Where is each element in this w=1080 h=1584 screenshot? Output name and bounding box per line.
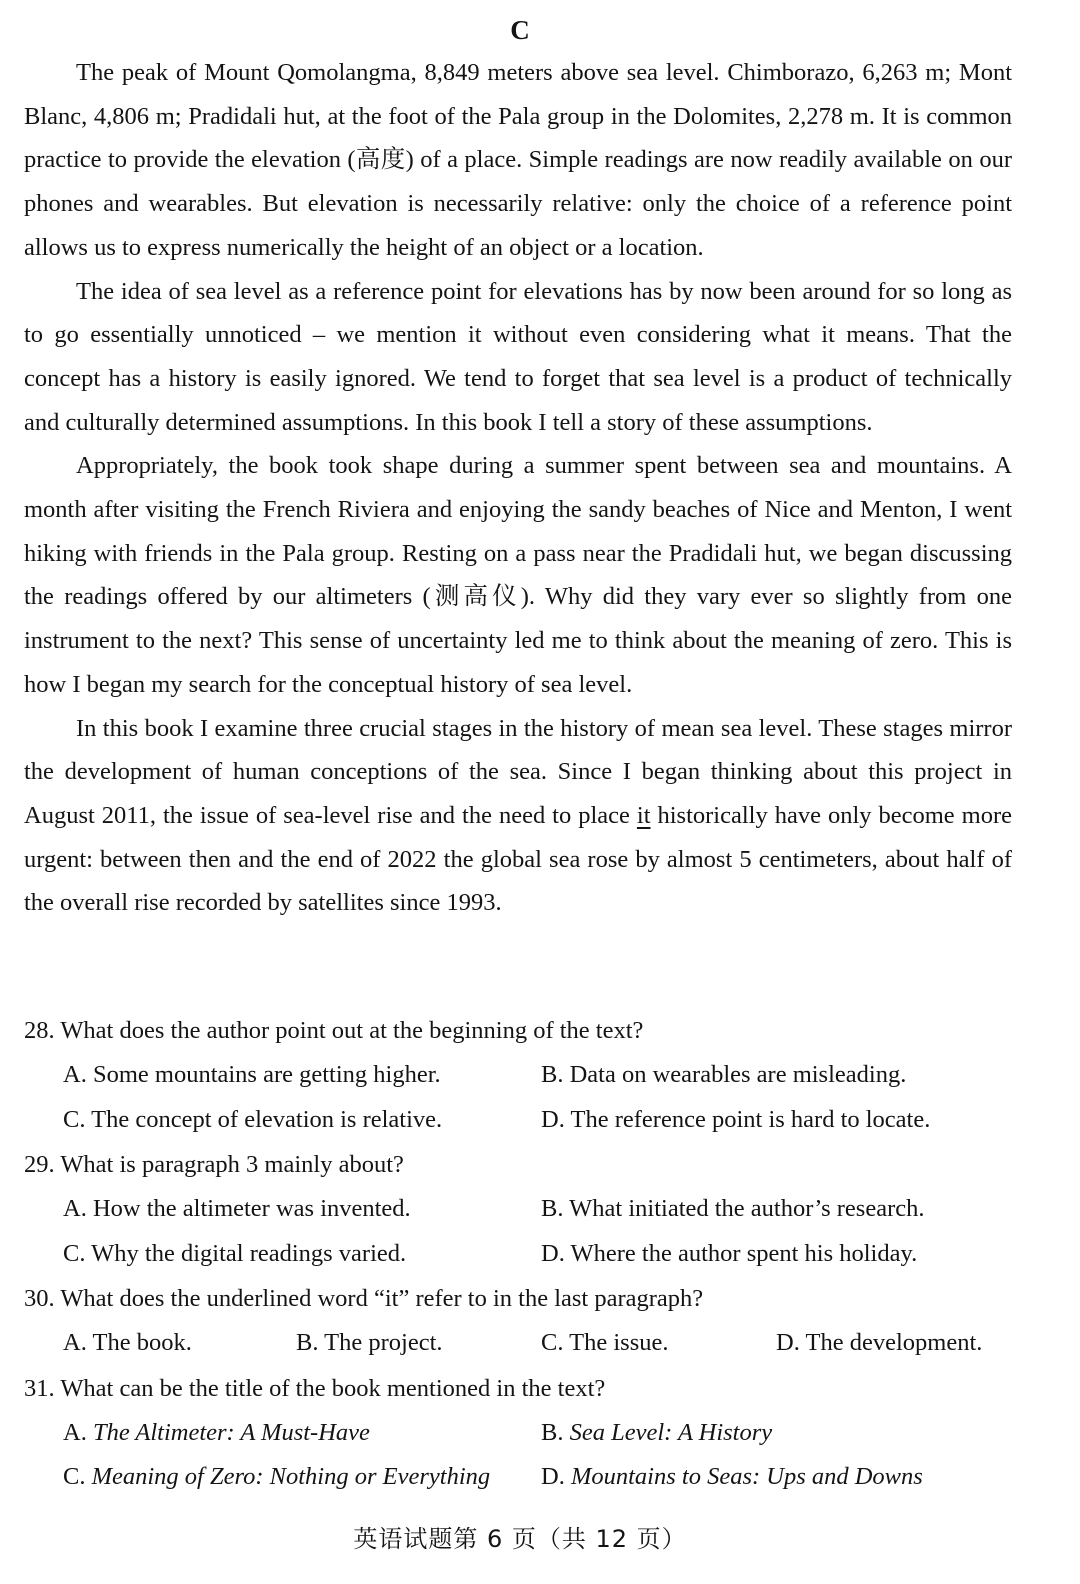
- section-letter: C: [510, 15, 530, 45]
- question-stem: [24, 1276, 1024, 1321]
- option-b[interactable]: [541, 1187, 1019, 1232]
- option-group: [24, 1187, 1024, 1276]
- option-letter: B.: [541, 1195, 564, 1222]
- option-text: What initiated the author’s research.: [569, 1195, 925, 1222]
- page-footer: 英语试题第 6 页（共 12 页）: [353, 1525, 687, 1553]
- question-30: [24, 1276, 1024, 1366]
- option-text: The Altimeter: A Must-Have: [92, 1418, 370, 1446]
- option-letter: C.: [63, 1239, 86, 1267]
- option-letter: C.: [63, 1105, 86, 1133]
- question-28: [24, 1008, 1024, 1142]
- option-d[interactable]: [776, 1321, 1016, 1366]
- option-b[interactable]: [541, 1411, 1019, 1456]
- reading-passage: [24, 51, 1012, 925]
- option-text: Some mountains are getting higher.: [92, 1061, 441, 1088]
- option-text: Sea Level: A History: [569, 1418, 773, 1446]
- option-letter: A.: [63, 1195, 87, 1222]
- option-a[interactable]: [63, 1411, 541, 1456]
- option-a[interactable]: [63, 1187, 541, 1232]
- passage-paragraph-3: Appropriately, the book took shape during a summer spent between sea and mountains. A month after visiting the French Riviera and enjoying the sandy beaches of Nice and Menton, I went hiking with friends in the Pala group. Resting on a pass near the Pradidali hut, we began discussing the readings offered by our altimeters (测高仪). Why did they vary ever so slightly from one instrument to the next? This sense of uncertainty led me to think about the meaning of zero. This is how I began my search for the conceptual history of sea level.: [24, 452, 1012, 698]
- option-letter: C.: [541, 1329, 564, 1356]
- paragraph-4-text-before: In this book I examine three crucial stages in the history of mean sea level. These stages mirror the development of human conceptions of the sea. Since I began thinking about this project in August 2011, the issue of sea-level rise and the need to place: [24, 714, 1012, 829]
- option-letter: D.: [776, 1329, 800, 1356]
- paragraph-4-text-after: historically have only become more urgent: between then and the end of 2022 the global sea rose by almost 5 centimeters, about half of the overall rise recorded by satellites since 1993.: [24, 801, 1012, 917]
- option-d[interactable]: [541, 1455, 1019, 1500]
- question-text: What can be the title of the book mentioned in the text?: [60, 1374, 606, 1402]
- option-letter: B.: [541, 1418, 564, 1446]
- option-letter: A.: [63, 1418, 87, 1446]
- option-text: Meaning of Zero: Nothing or Everything: [91, 1463, 491, 1490]
- option-text: Why the digital readings varied.: [91, 1239, 407, 1267]
- option-text: The project.: [324, 1329, 443, 1356]
- option-letter: D.: [541, 1463, 565, 1490]
- option-text: The reference point is hard to locate.: [570, 1105, 931, 1133]
- option-letter: A.: [63, 1329, 87, 1356]
- option-letter: A.: [63, 1061, 87, 1088]
- option-a[interactable]: [63, 1321, 296, 1366]
- option-c[interactable]: [541, 1321, 776, 1366]
- option-group: [24, 1053, 1024, 1142]
- option-text: Data on wearables are misleading.: [569, 1061, 907, 1088]
- option-letter: D.: [541, 1105, 565, 1133]
- option-c[interactable]: [63, 1232, 541, 1277]
- option-letter: B.: [541, 1061, 564, 1088]
- option-letter: C.: [63, 1463, 86, 1490]
- question-stem: [24, 1008, 1024, 1053]
- question-list: [24, 1008, 1024, 1500]
- option-text: The book.: [92, 1329, 192, 1356]
- question-stem: [24, 1142, 1024, 1187]
- option-b[interactable]: [541, 1053, 1019, 1098]
- question-29: [24, 1142, 1024, 1276]
- option-text: The issue.: [569, 1329, 669, 1356]
- passage-paragraph-2: The idea of sea level as a reference point for elevations has by now been around for so long as to go essentially unnoticed – we mention it without even considering what it means. That the concept has a history is easily ignored. We tend to forget that sea level is a product of technically and culturally determined assumptions. In this book I tell a story of these assumptions.: [24, 277, 1012, 436]
- option-d[interactable]: [541, 1098, 1019, 1143]
- option-text: Where the author spent his holiday.: [570, 1239, 918, 1267]
- option-a[interactable]: [63, 1053, 541, 1098]
- option-group: [24, 1411, 1024, 1500]
- option-group: [24, 1321, 1024, 1366]
- question-text: What does the author point out at the beginning of the text?: [60, 1017, 644, 1044]
- underlined-word: it: [636, 801, 651, 829]
- question-text: What does the underlined word “it” refer to in the last paragraph?: [60, 1285, 704, 1312]
- option-text: Mountains to Seas: Ups and Downs: [570, 1463, 923, 1490]
- passage-paragraph-1: The peak of Mount Qomolangma, 8,849 meters above sea level. Chimborazo, 6,263 m; Mont Blanc, 4,806 m; Pradidali hut, at the foot of the Pala group in the Dolomites, 2,278 m. It is common practice to provide the elevation (高度) of a place. Simple readings are now readily available on our phones and wearables. But elevation is necessarily relative: only the choice of a reference point allows us to express numerically the height of an object or a location.: [24, 59, 1012, 261]
- option-letter: D.: [541, 1239, 565, 1267]
- question-text: What is paragraph 3 mainly about?: [60, 1151, 404, 1178]
- option-text: The development.: [805, 1329, 983, 1356]
- question-number: 30.: [24, 1285, 55, 1312]
- question-number: 28.: [24, 1017, 55, 1044]
- option-c[interactable]: [63, 1455, 541, 1500]
- option-c[interactable]: [63, 1098, 541, 1143]
- option-text: How the altimeter was invented.: [92, 1195, 411, 1222]
- option-letter: B.: [296, 1329, 319, 1356]
- passage-paragraph-4: [24, 707, 1012, 926]
- question-number: 29.: [24, 1151, 55, 1178]
- question-number: 31.: [24, 1374, 55, 1402]
- option-b[interactable]: [296, 1321, 541, 1366]
- question-31: [24, 1366, 1024, 1500]
- question-stem: [24, 1366, 1024, 1411]
- option-d[interactable]: [541, 1232, 1019, 1277]
- option-text: The concept of elevation is relative.: [91, 1105, 443, 1133]
